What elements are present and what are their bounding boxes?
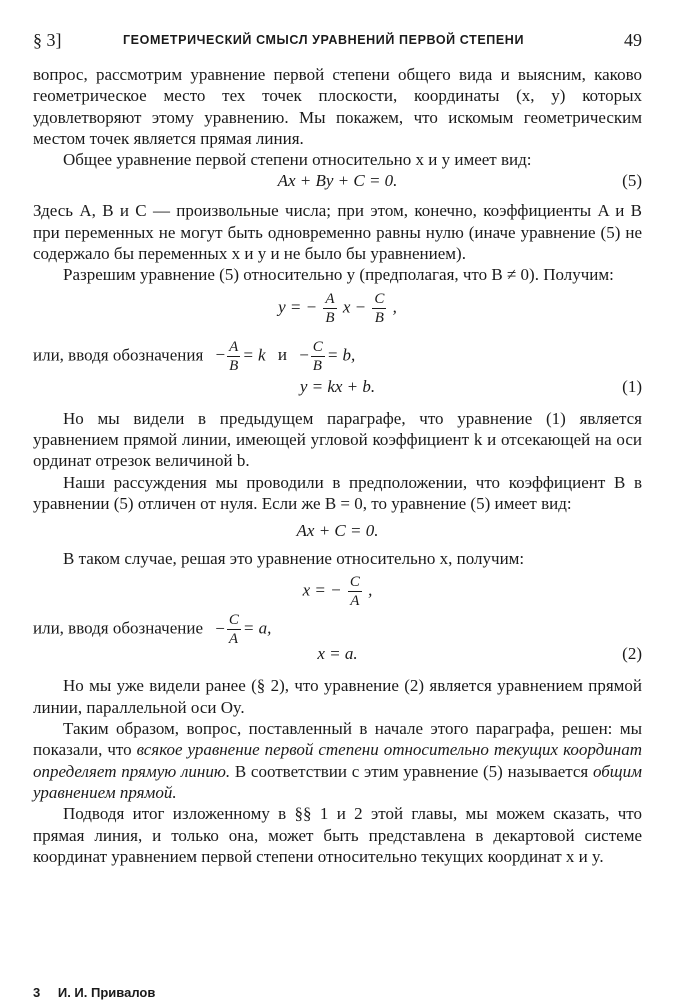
notation-line-2: или, вводя обозначение − $\frac{C}{A}$ = a, xyxy=(33,612,272,648)
paragraph: Но мы уже видели ранее (§ 2), что уравнение (2) является уравнением прямой линии, параллельной оси Oy. xyxy=(33,676,642,717)
notation-k: = k xyxy=(242,345,266,365)
equation-text: , xyxy=(392,297,397,317)
paragraph: Здесь A, B и C — произвольные числа; при этом, конечно, коэффициенты A и B при переменных не могут быть одновременно равны нулю (иначе уравнение (5) не содержало бы переменных x и y и не было бы уравнением). xyxy=(33,201,642,264)
equation-x-solved xyxy=(33,569,642,613)
fraction-c-over-a: $\frac{C}{A}$ xyxy=(228,612,239,648)
paragraph: вопрос, рассмотрим уравнение первой степени общего вида и выясним, каково геометрическое место тех точек плоскости, координаты (x, y) которых удовлетворяют этому уравнению. Мы покажем, что искомым геометрическим местом точек является прямая линия. xyxy=(33,65,642,148)
emphasis: общим уравнением прямой. xyxy=(33,761,642,802)
equation-text: Ax + C = 0. xyxy=(296,521,379,541)
signature-mark: 3 xyxy=(33,985,41,1000)
paragraph: Общее уравнение первой степени относительно x и y имеет вид: xyxy=(63,150,532,170)
equation-number: (1) xyxy=(622,376,642,396)
equation-text: y = − xyxy=(278,297,318,317)
equation-2 xyxy=(33,643,642,669)
notation-line: или, вводя обозначения − $\frac{A}{B}$ = k и − $\frac{C}{B}$ = b, xyxy=(33,338,356,374)
equation-5 xyxy=(33,170,642,196)
paragraph: Но мы видели в предыдущем параграфе, что уравнение (1) является уравнением прямой линии, имеющей угловой коэффициент k и отсекающей на оси ординат отрезок величиной b. xyxy=(33,408,642,471)
paragraph: Подводя итог изложенному в §§ 1 и 2 этой главы, мы можем сказать, что прямая линия, и только она, может быть представлена в декартовой системе координат уравнением первой степени относительно текущих координат x и y. xyxy=(33,804,642,866)
fraction-c-over-a: $\frac{C}{A}$ xyxy=(349,574,360,610)
running-header xyxy=(33,30,642,52)
paragraph: В таком случае, решая это уравнение относительно x, получим: xyxy=(63,549,525,569)
equation-text: Ax + By + C = 0. xyxy=(277,171,398,191)
signature-footer xyxy=(33,985,155,1000)
author-name: И. И. Привалов xyxy=(57,985,156,1000)
equation-ax-c xyxy=(33,514,642,548)
fraction-a-over-b: $\frac{A}{B}$ xyxy=(325,290,335,326)
fraction-a-over-b: $\frac{A}{B}$ xyxy=(229,338,239,374)
equation-y-solved xyxy=(33,286,642,332)
paragraph: Таким образом, вопрос, поставленный в начале этого параграфа, решен: мы показали, что всякое уравнение первой степени относительно текущих координат определяет прямую линию. В соответствии с этим уравнение (5) называется общим уравнением прямой. xyxy=(33,719,642,802)
paragraph: Разрешим уравнение (5) относительно y (предполагая, что B ≠ 0). Получим: xyxy=(63,265,614,285)
equation-text: x = a. xyxy=(317,644,358,664)
section-ref: § 3] xyxy=(33,30,62,50)
equation-number: (2) xyxy=(622,644,642,664)
fraction-c-over-b: $\frac{C}{B}$ xyxy=(312,338,323,374)
equation-text: , xyxy=(368,580,373,600)
notation-lead: или, вводя обозначения xyxy=(33,345,204,365)
page-number: 49 xyxy=(624,30,642,50)
equation-text: x − xyxy=(342,297,367,317)
notation-and: и xyxy=(277,345,287,365)
notation-lead: или, вводя обозначение xyxy=(33,618,204,638)
running-title: ГЕОМЕТРИЧЕСКИЙ СМЫСЛ УРАВНЕНИЙ ПЕРВОЙ СТЕПЕНИ xyxy=(123,33,525,47)
fraction-c-over-b: $\frac{C}{B}$ xyxy=(374,290,385,326)
equation-text: y = kx + b. xyxy=(299,376,376,396)
equation-text: x = − xyxy=(302,580,342,600)
emphasis: всякое уравнение первой степени относительно текущих координат определяет прямую линию. xyxy=(33,740,642,781)
equation-1 xyxy=(33,376,642,402)
page-body xyxy=(33,64,642,867)
notation-b: = b, xyxy=(326,345,356,365)
equation-number: (5) xyxy=(622,171,642,191)
paragraph: Наши рассуждения мы проводили в предположении, что коэффициент B в уравнении (5) отличен от нуля. Если же B = 0, то уравнение (5) имеет вид: xyxy=(33,472,642,513)
notation-a: = a, xyxy=(242,618,272,638)
